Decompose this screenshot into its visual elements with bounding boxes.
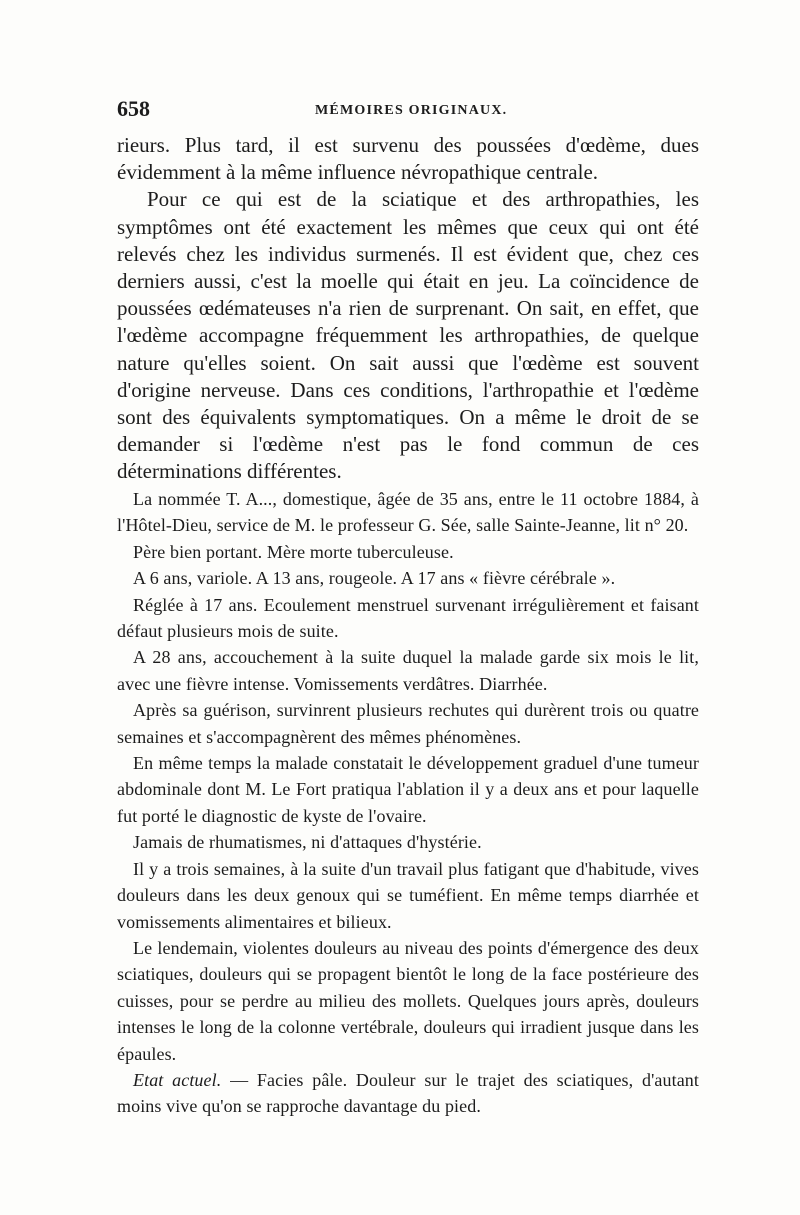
main-text	[117, 132, 699, 486]
case-report	[117, 486, 699, 1120]
current-state-paragraph	[117, 1067, 699, 1120]
running-head: MÉMOIRES ORIGINAUX.	[315, 103, 508, 118]
paragraph-sciatica: Pour ce qui est de la sciatique et des arthropathies, les symptômes ont été exactement les mêmes que ceux qui ont été relevés chez les individus surmenés. Il est évident que, chez ces derniers aussi, c'est la moelle qui était en jeu. La coïncidence de poussées œdémateuses n'a rien de surprenant. On sait, en effet, que l'œdème accompagne fréquemment les arthropathies, de quelque nature qu'elles soient. On sait aussi que l'œdème est souvent d'origine nerveuse. Dans ces conditions, l'arthropathie et l'œdème sont des équivalents symptomatiques. On a même le droit de se demander si l'œdème n'est pas le fond commun de ces déterminations différentes.	[117, 187, 699, 484]
current-state-label: Etat actuel.	[133, 1069, 222, 1090]
case-paragraph: A 28 ans, accouchement à la suite duquel la malade garde six mois le lit, avec une fièvre intense. Vomissements verdâtres. Diarrhée.	[117, 647, 699, 694]
page-number: 658	[117, 96, 150, 121]
case-paragraph: Père bien portant. Mère morte tuberculeuse.	[133, 541, 454, 562]
case-paragraph: Il y a trois semaines, à la suite d'un travail plus fatigant que d'habitude, vives douleurs dans les deux genoux qui se tuméfient. En même temps diarrhée et vomissements alimentaires et bilieux.	[117, 858, 699, 932]
case-paragraph: Jamais de rhumatismes, ni d'attaques d'hystérie.	[133, 832, 482, 853]
case-paragraph: Réglée à 17 ans. Ecoulement menstruel survenant irrégulièrement et faisant défaut plusieurs mois de suite.	[117, 594, 699, 642]
case-paragraph: Après sa guérison, survinrent plusieurs rechutes qui durèrent trois ou quatre semaines et s'accompagnèrent des mêmes phénomènes.	[117, 700, 699, 747]
case-paragraph: En même temps la malade constatait le développement graduel d'une tumeur abdominale dont M. Le Fort pratiqua l'ablation il y a deux ans et pour laquelle fut porté le diagnostic de kyste de l'ovaire.	[117, 753, 699, 826]
page-header	[117, 96, 697, 126]
current-state-text: — Facies pâle. Douleur sur le trajet des sciatiques, d'autant moins vive qu'on se rapproche davantage du pied.	[117, 1069, 700, 1117]
case-paragraph: Le lendemain, violentes douleurs au niveau des points d'émergence des deux sciatiques, douleurs qui se propagent bientôt le long de la face postérieure des cuisses, pour se perdre au milieu des mollets. Quelques jours après, douleurs intenses le long de la colonne vertébrale, douleurs qui irradient jusque dans les épaules.	[117, 937, 699, 1064]
case-paragraph: A 6 ans, variole. A 13 ans, rougeole. A 17 ans « fièvre cérébrale ».	[133, 568, 616, 589]
paragraph-continued: rieurs. Plus tard, il est survenu des poussées d'œdème, dues évidemment à la même influence névropathique centrale.	[117, 133, 699, 185]
case-paragraph: La nommée T. A..., domestique, âgée de 35 ans, entre le 11 octobre 1884, à l'Hôtel-Dieu, service de M. le professeur G. Sée, salle Sainte-Jeanne, lit n° 20.	[117, 489, 699, 536]
